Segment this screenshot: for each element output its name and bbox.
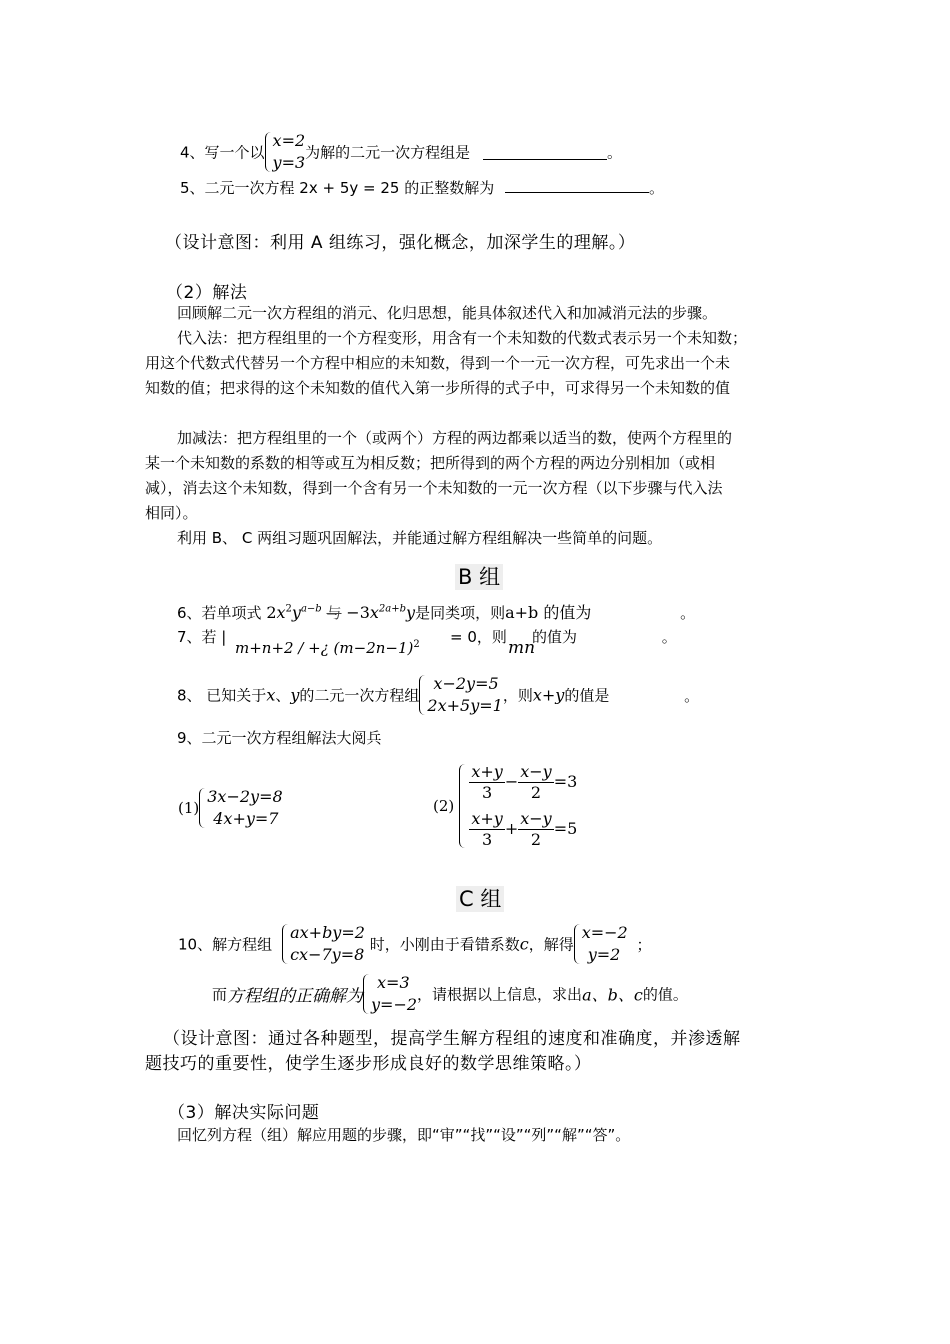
q8-xy: x+y [532, 685, 565, 705]
q10-line2-prefix: 而 [212, 985, 228, 1004]
q4-suffix: 为解的二元一次方程组是 [305, 143, 471, 162]
q5-end: 。 [649, 179, 665, 197]
q9-p2-row1: $\frac{x+y}{3}$ − $\frac{x-y}{2}$ =3 [471, 762, 578, 802]
q8-x: x [266, 685, 276, 705]
q8-mid: 的二元一次方程组 [299, 686, 420, 705]
section-2-title: （2）解法 [166, 283, 248, 303]
q7-suffix-wrap [532, 626, 677, 647]
q8-system [419, 673, 502, 717]
section-2-intro: 回顾解二元一次方程组的消元、化归思想，能具体叙述代入和加减消元法的步骤。 [177, 304, 718, 322]
q10-abc: a、b、c [582, 985, 643, 1005]
q10-c: c [519, 934, 529, 954]
q8-y: y [290, 685, 300, 705]
substitution-line-3: 知数的值；把求得的这个未知数的值代入第一步所得的式子中，可求得另一个未知数的值 [145, 379, 731, 397]
q6-ab: a+b 的值为 [505, 603, 592, 622]
q10-line2-end: 的值。 [642, 985, 688, 1004]
q10-mid: 时，小刚由于看错系数 [369, 935, 520, 954]
section-2-use: 利用 B、 C 两组习题巩固解法，并能通过解方程组解决一些简单的问题。 [177, 529, 663, 547]
q10-wrong-solution [574, 922, 628, 966]
q4-answer-blank[interactable] [483, 145, 607, 160]
q10-true-solution [363, 972, 417, 1016]
q10-line2-suffix: ，请根据以上信息，求出 [417, 985, 583, 1004]
q9-frac-3: $\frac{x+y}{3}$ [471, 809, 503, 849]
q7-suffix: 的值为 [532, 628, 578, 646]
question-6 [177, 600, 695, 623]
q4-prefix: 4、写一个以 [180, 143, 265, 162]
q10-t1: x=3 [377, 973, 410, 992]
q10-s1: x=−2 [581, 923, 628, 942]
addition-line-4: 相同）。 [145, 504, 198, 522]
q9-p1-row2: 4x+y=7 [213, 809, 279, 828]
q4-row1: x=2 [272, 131, 306, 150]
addition-line-1: 加减法：把方程组里的一个（或两个）方程的两边都乘以适当的数，使两个方程里的 [177, 429, 733, 447]
q8-sep: 、 [275, 686, 291, 705]
q8-row1: x−2y=5 [433, 674, 499, 693]
q8-row2: 2x+5y=1 [427, 696, 503, 715]
substitution-line-2: 用这个代数式代替另一个方程中相应的未知数，得到一个一元一次方程，可先求出一个未 [145, 354, 731, 372]
q8-prefix: 8、 已知关于 [177, 686, 267, 705]
q6-end: 。 [680, 604, 696, 622]
q9-frac-1: $\frac{x+y}{3}$ [471, 762, 503, 802]
q9-frac-2: $\frac{x-y}{2}$ [520, 762, 552, 802]
q7-expr2: (m−2n−1) [333, 639, 414, 657]
q7-prefix: 7、若 | [177, 628, 227, 646]
q10-sol-label: ，解得 [528, 935, 574, 954]
q8-suffix: 的值是 [564, 686, 610, 705]
q9-p1-label: (1) [178, 799, 200, 817]
question-4 [180, 130, 622, 174]
q10-system [282, 922, 365, 966]
q4-end: 。 [606, 143, 622, 162]
q8-then: ，则 [502, 686, 533, 705]
q7-expr-1 [235, 639, 420, 657]
group-b-label: B 组 [455, 564, 503, 590]
group-b-heading [455, 561, 503, 591]
question-10-line-2 [212, 972, 688, 1016]
q9-p1-system [199, 786, 282, 830]
q5-answer-blank[interactable] [505, 178, 649, 193]
q10-s2: y=2 [587, 945, 621, 964]
q9-frac-4: $\frac{x-y}{2}$ [520, 809, 552, 849]
q9-p2-system [459, 762, 577, 850]
question-9-title: 9、二元一次方程组解法大阅兵 [177, 729, 382, 747]
question-5 [180, 177, 664, 198]
q10-t2: y=−2 [371, 995, 418, 1014]
design-intent-2-line-2: 题技巧的重要性，使学生逐步形成良好的数学思维策略。） [145, 1054, 592, 1074]
q10-line2-italic: 方程组的正确解为 [227, 986, 364, 1007]
q8-end: 。 [684, 686, 700, 705]
substitution-line-1: 代入法：把方程组里的一个方程变形，用含有一个未知数的代数式表示另一个未知数； [177, 329, 748, 347]
question-8 [177, 673, 699, 717]
q6-term-1: $2x^2y^{a-b}$ [266, 603, 322, 622]
q6-mid: 与 [326, 604, 342, 622]
q10-row1: ax+by=2 [290, 923, 365, 942]
q9-p2-label: (2) [433, 797, 455, 815]
addition-line-2: 某一个未知数的系数的相等或互为相反数；把所得到的两个方程的两边分别相加（或相 [145, 454, 716, 472]
q6-prefix: 6、若单项式 [177, 604, 262, 622]
group-c-label: C 组 [456, 886, 504, 912]
q6-suffix: 是同类项，则 [415, 604, 506, 622]
q9-part-1 [178, 786, 283, 830]
q4-system [265, 130, 306, 174]
q7-expr1: m+n+2 / +¿ [235, 639, 329, 657]
q4-row2: y=3 [272, 153, 306, 172]
q7-mn: mn [508, 638, 536, 658]
q9-part-2 [433, 762, 577, 850]
q9-p1-row1: 3x−2y=8 [207, 787, 283, 806]
q7-tail [450, 626, 507, 647]
question-7 [177, 626, 226, 647]
addition-line-3: 减），消去这个未知数，得到一个含有另一个未知数的一元一次方程（以下步骤与代入法 [145, 479, 723, 497]
section-3-title: （3）解决实际问题 [168, 1103, 320, 1123]
q10-semi: ； [636, 935, 652, 954]
q7-eq0: = 0，则 [450, 628, 507, 646]
section-3-text: 回忆列方程（组）解应用题的步骤，即“审”“找”“设”“列”“解”“答”。 [177, 1126, 631, 1144]
question-10 [178, 922, 652, 966]
q7-sq: 2 [413, 639, 420, 650]
q10-prefix: 10、解方程组 [178, 935, 273, 954]
q9-p2-row2: $\frac{x+y}{3}$ + $\frac{x-y}{2}$ =5 [471, 809, 578, 849]
design-intent-2-line-1: （设计意图：通过各种题型，提高学生解方程组的速度和准确度，并渗透解 [163, 1029, 741, 1049]
group-c-heading [456, 883, 504, 913]
design-intent-1: （设计意图：利用 A 组练习，强化概念，加深学生的理解。） [165, 233, 636, 253]
q7-end: 。 [661, 628, 677, 646]
q10-row2: cx−7y=8 [290, 945, 365, 964]
q6-term-2: $-3x^{2a+b}y$ [346, 603, 416, 622]
q5-text: 5、二元一次方程 2x + 5y = 25 的正整数解为 [180, 179, 495, 197]
